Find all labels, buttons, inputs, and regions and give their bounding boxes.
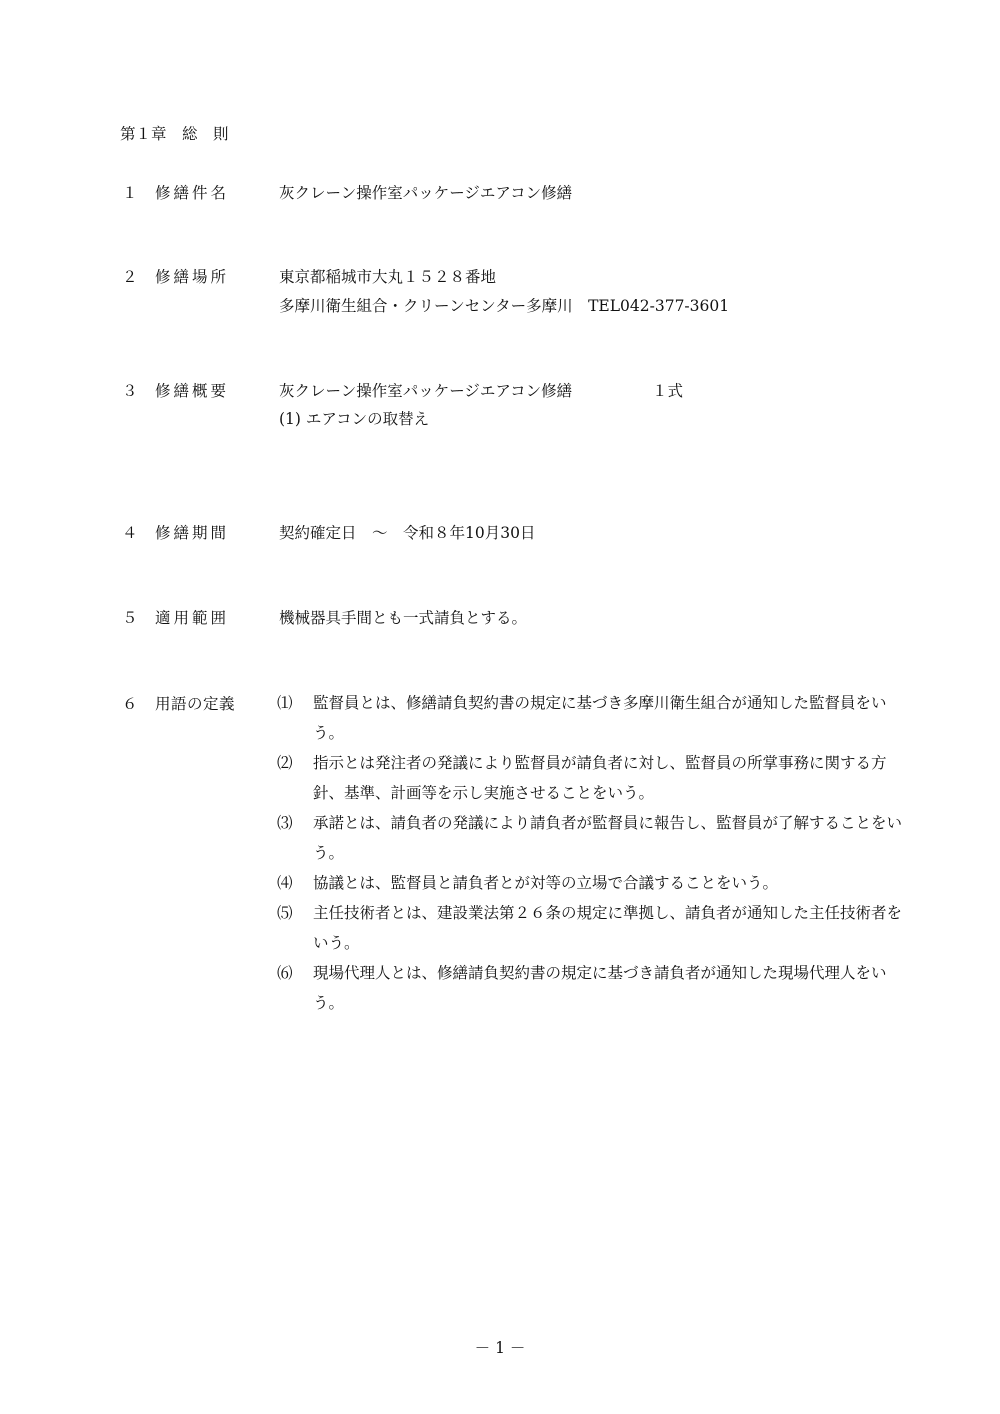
- definition-number: ⑶: [277, 814, 293, 832]
- section-label: 適用範囲: [155, 609, 230, 627]
- section-content-line: 機械器具手間とも一式請負とする。: [279, 609, 528, 627]
- definition-text: 主任技術者とは、建設業法第２６条の規定に準拠し、請負者が通知した主任技術者をいう。: [313, 904, 903, 952]
- section-number: ４: [122, 524, 138, 542]
- definition-text: 指示とは発注者の発議により監督員が請負者に対し、監督員の所掌事務に関する方針、基準、計画等を示し実施させることをいう。: [313, 754, 887, 802]
- section-label: 用語の定義: [155, 695, 236, 713]
- definition-text: 監督員とは、修繕請負契約書の規定に基づき多摩川衛生組合が通知した監督員をいう。: [313, 694, 887, 742]
- section-label: 修繕期間: [155, 524, 230, 542]
- section-label: 修繕概要: [155, 382, 230, 400]
- section-number: ５: [122, 609, 138, 627]
- page-number: － 1 －: [474, 1339, 526, 1357]
- definition-item: [277, 688, 902, 748]
- section-number: ３: [122, 382, 138, 400]
- definition-number: ⑸: [277, 904, 293, 922]
- definition-text: 協議とは、監督員と請負者とが対等の立場で合議することをいう。: [313, 874, 779, 892]
- definition-item: [277, 748, 902, 808]
- definitions-list: [277, 688, 902, 1018]
- section-number: ２: [122, 268, 138, 286]
- section-content-line: 灰クレーン操作室パッケージエアコン修繕: [279, 382, 573, 400]
- quantity-text: １式: [652, 382, 684, 400]
- section-content-line: 灰クレーン操作室パッケージエアコン修繕: [279, 184, 573, 202]
- section-content-line: 東京都稲城市大丸１５２８番地: [279, 268, 497, 286]
- definition-item: [277, 868, 902, 898]
- section-content-line: 多摩川衛生組合・クリーンセンター多摩川 TEL042-377-3601: [279, 297, 730, 315]
- section-content-line: 契約確定日 ～ 令和８年10月30日: [279, 524, 536, 542]
- section-content-line: (1) エアコンの取替え: [279, 410, 430, 428]
- definition-item: [277, 808, 902, 868]
- definition-item: [277, 898, 902, 958]
- chapter-heading: 第１章 総 則: [120, 125, 229, 143]
- section-number: １: [122, 184, 138, 202]
- section-label: 修繕件名: [155, 184, 230, 202]
- section-label: 修繕場所: [155, 268, 230, 286]
- definition-number: ⑷: [277, 874, 293, 892]
- definition-number: ⑵: [277, 754, 293, 772]
- section-number: ６: [122, 695, 138, 713]
- definition-item: [277, 958, 902, 1018]
- definition-text: 現場代理人とは、修繕請負契約書の規定に基づき請負者が通知した現場代理人をいう。: [313, 964, 887, 1012]
- definition-number: ⑴: [277, 694, 293, 712]
- definition-number: ⑹: [277, 964, 293, 982]
- definition-text: 承諾とは、請負者の発議により請負者が監督員に報告し、監督員が了解することをいう。: [313, 814, 903, 862]
